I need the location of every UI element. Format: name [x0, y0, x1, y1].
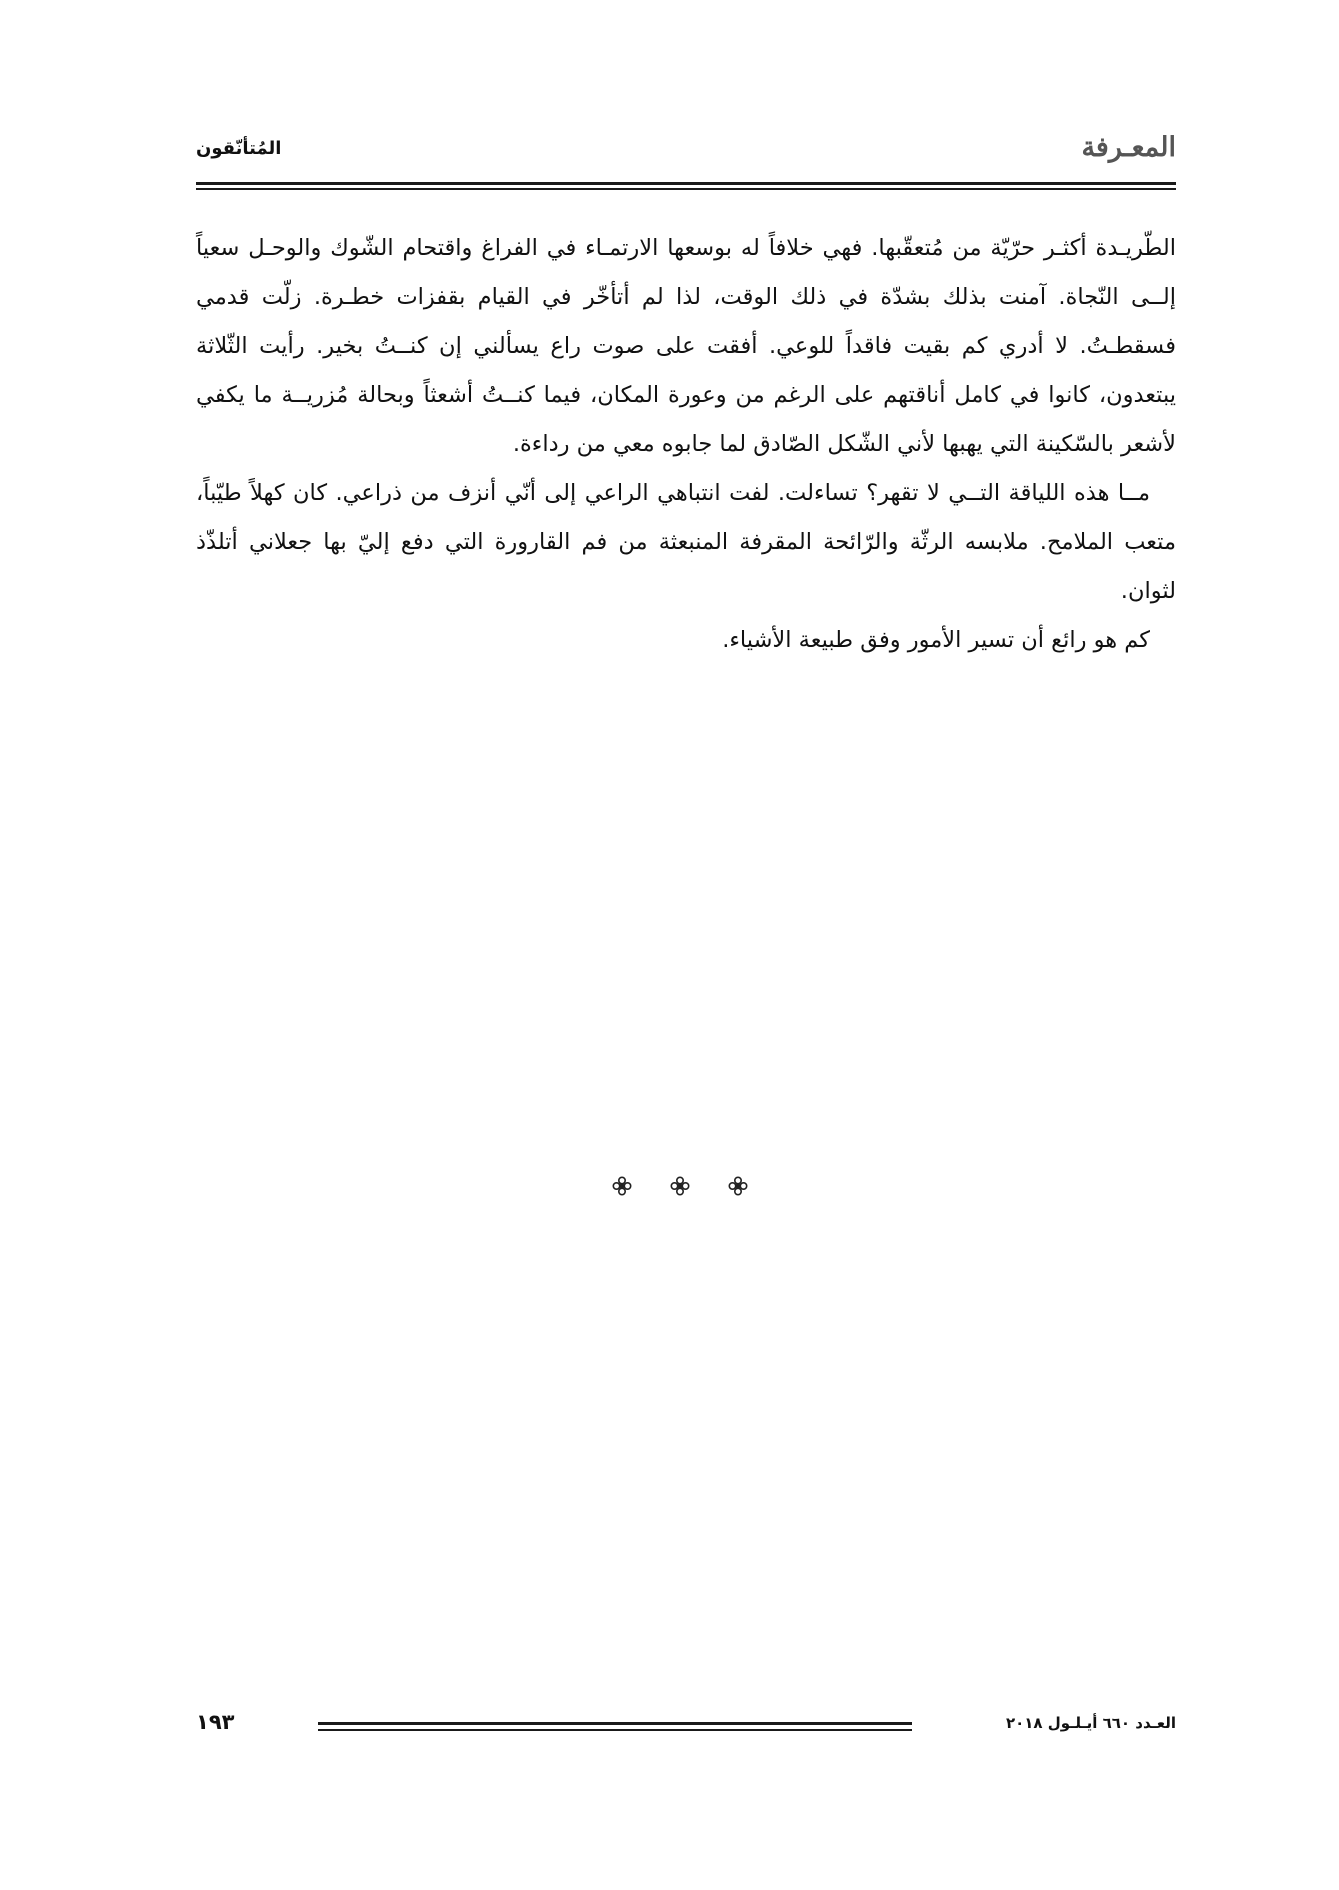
paragraph: الطّريـدة أكثـر حرّيّة من مُتعقّبها. فهي خلافاً له بوسعها الارتمـاء في الفراغ واقتحام الشّوك والوحـل سعياً إلــى النّجاة. آمنت بذلك بشدّة في ذلك الوقت، لذا لم أتأخّر في القيام بقفزات خطـرة. زلّت قدمي فسقطـتُ. لا أدري كم بقيت فاقداً للوعي. أفقت على صوت راع يسألني إن كنــتُ بخير. رأيت الثّلاثة يبتعدون، كانوا في كامل أناقتهم على الرغم من وعورة المكان، فيما كنــتُ أشعثاً وبحالة مُزريــة ما يكفي لأشعر بالسّكينة التي يهبها لأني الشّكل الصّادق لما جابوه معي من رداءة.	[196, 235, 1176, 457]
section-divider	[560, 1176, 800, 1196]
footer-rule	[318, 1729, 912, 1731]
paragraph: كم هو رائع أن تسير الأمور وفق طبيعة الأشياء.	[722, 627, 1150, 653]
header-rule	[196, 182, 1176, 185]
page-footer	[196, 1712, 1176, 1742]
page-number: ١٩٣	[196, 1710, 235, 1734]
page-header	[196, 130, 1176, 174]
header-rule	[196, 188, 1176, 190]
magazine-logo: المعـرفة	[1081, 132, 1176, 163]
running-title: المُتأنّقون	[196, 138, 282, 159]
paragraph: مــا هذه اللياقة التــي لا تقهر؟ تساءلت. لفت انتباهي الراعي إلى أنّي أنزف من ذراعي. كان كهلاً طيّباً، متعب الملامح. ملابسه الرثّة والرّائحة المقرفة المنبعثة من فم القارورة التي دفع إليّ بها جعلاني أتلذّذ لثوان.	[196, 480, 1176, 604]
footer-rule	[318, 1722, 912, 1725]
flower-ornament-icon	[728, 1176, 748, 1196]
flower-ornament-icon	[670, 1176, 690, 1196]
flower-ornament-icon	[612, 1176, 632, 1196]
issue-info: العـدد ٦٦٠ أيـلـول ٢٠١٨	[1005, 1714, 1176, 1732]
article-body	[196, 224, 1176, 665]
